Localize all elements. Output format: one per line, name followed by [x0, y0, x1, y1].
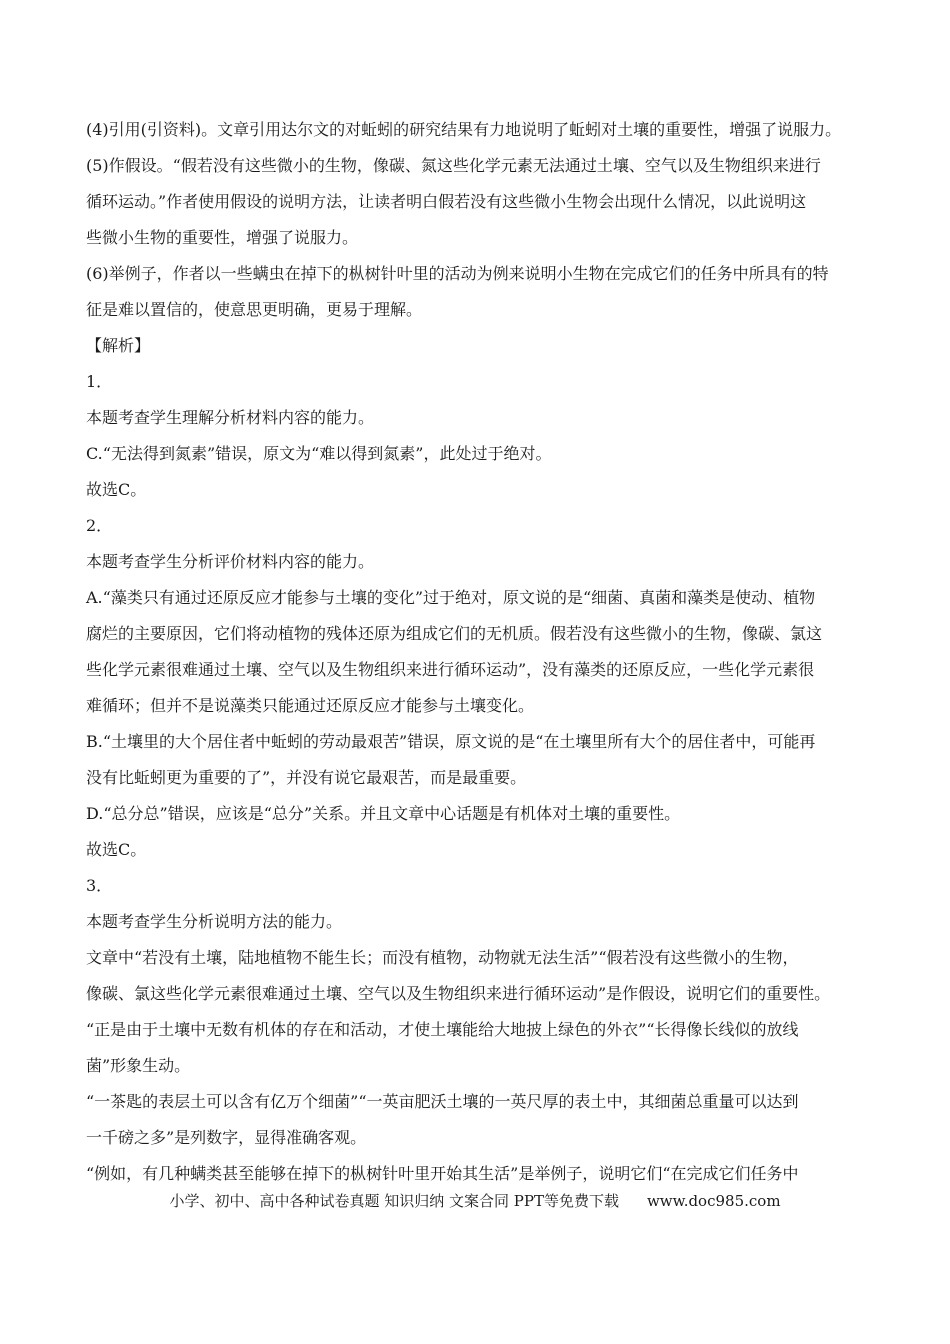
- text-line: 难循环；但并不是说藻类只能通过还原反应才能参与土壤变化。: [86, 696, 535, 715]
- text-line: C.“无法得到氮素”错误，原文为“难以得到氮素”，此处过于绝对。: [86, 444, 552, 463]
- question-number: 2．: [86, 516, 113, 535]
- text-line: (5)作假设。“假若没有这些微小的生物，像碳、氮这些化学元素无法通过土壤、空气以及生物组织来进行: [86, 156, 821, 175]
- page-footer: [0, 1189, 950, 1213]
- text-line: (6)举例子，作者以一些螨虫在掉下的枞树针叶里的活动为例来说明小生物在完成它们的任务中所具有的特: [86, 264, 829, 283]
- footer-text: 小学、初中、高中各种试卷真题 知识归纳 文案合同 PPT等免费下载: [169, 1192, 619, 1210]
- answer-line: 故选C。: [86, 480, 147, 499]
- text-line: 征是难以置信的，使意思更明确，更易于理解。: [86, 300, 423, 319]
- text-line: A.“藻类只有通过还原反应才能参与土壤的变化”过于绝对，原文说的是“细菌、真菌和藻类是使动、植物: [86, 588, 816, 607]
- text-line: B.“土壤里的大个居住者中蚯蚓的劳动最艰苦”错误，原文说的是“在土壤里所有大个的居住者中，可能再: [86, 732, 816, 751]
- text-line: 像碳、氯这些化学元素很难通过土壤、空气以及生物组织来进行循环运动”是作假设，说明它们的重要性。: [86, 984, 831, 1003]
- document-body: [86, 112, 866, 1192]
- text-line: 循环运动。”作者使用假设的说明方法，让读者明白假若没有这些微小生物会出现什么情况，以此说明这: [86, 192, 807, 211]
- text-line: “一茶匙的表层土可以含有亿万个细菌”“一英亩肥沃土壤的一英尺厚的表土中，其细菌总重量可以达到: [86, 1092, 799, 1111]
- text-line: 本题考查学生分析说明方法的能力。: [86, 912, 343, 931]
- question-number: 3．: [86, 876, 113, 895]
- text-line: (4)引用(引资料)。文章引用达尔文的对蚯蚓的研究结果有力地说明了蚯蚓对土壤的重要性，增强了说服力。: [86, 120, 842, 139]
- footer-url: www.doc985.com: [646, 1192, 781, 1210]
- text-line: 些微小生物的重要性，增强了说服力。: [86, 228, 359, 247]
- text-line: 本题考查学生分析评价材料内容的能力。: [86, 552, 375, 571]
- text-line: 一千磅之多”是列数字，显得准确客观。: [86, 1128, 367, 1147]
- text-line: 腐烂的主要原因，它们将动植物的残体还原为组成它们的无机质。假若没有这些微小的生物，像碳、氯这: [86, 624, 823, 643]
- text-line: 文章中“若没有土壤，陆地植物不能生长；而没有植物，动物就无法生活”“假若没有这些微小的生物，: [86, 948, 799, 967]
- text-line: “正是由于土壤中无数有机体的存在和活动，才使土壤能给大地披上绿色的外衣”“长得像长线似的放线: [86, 1020, 799, 1039]
- text-line: D.“总分总”错误，应该是“总分”关系。并且文章中心话题是有机体对土壤的重要性。: [86, 804, 681, 823]
- text-line: “例如，有几种螨类甚至能够在掉下的枞树针叶里开始其生活”是举例子，说明它们“在完成它们任务中: [86, 1164, 799, 1183]
- answer-line: 故选C。: [86, 840, 147, 859]
- section-heading: 【解析】: [86, 336, 151, 355]
- text-line: 没有比蚯蚓更为重要的了”，并没有说它最艰苦，而是最重要。: [86, 768, 527, 787]
- text-line: 本题考查学生理解分析材料内容的能力。: [86, 408, 375, 427]
- text-line: 些化学元素很难通过土壤、空气以及生物组织来进行循环运动”，没有藻类的还原反应，一些化学元素很: [86, 660, 815, 679]
- question-number: 1．: [86, 372, 113, 391]
- text-line: 菌”形象生动。: [86, 1056, 191, 1075]
